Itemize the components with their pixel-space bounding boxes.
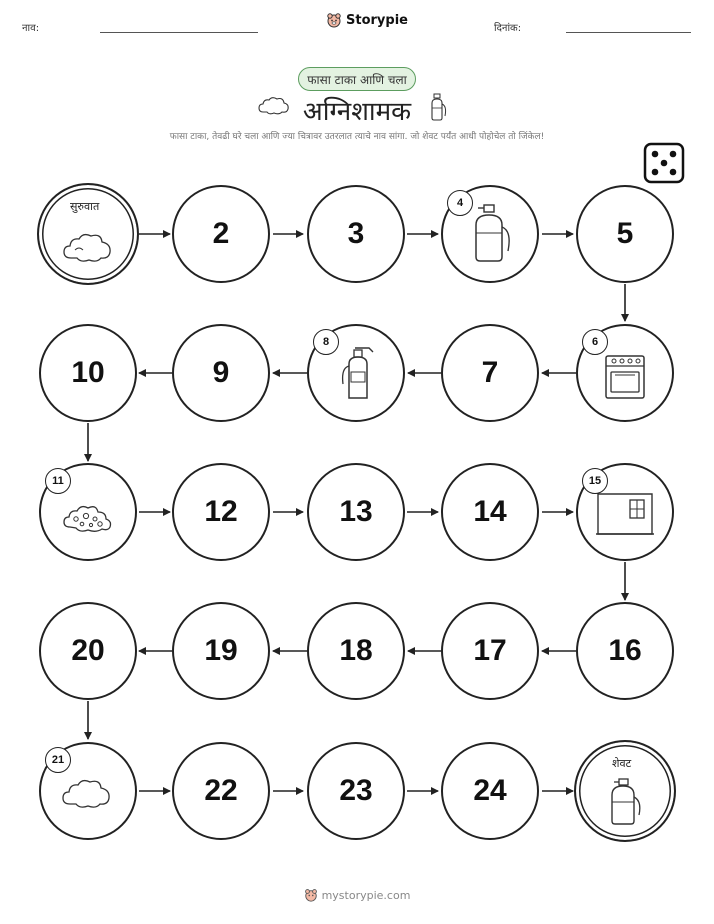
board-cell-2[interactable] <box>172 185 270 283</box>
gas-cylinder-icon <box>607 777 643 827</box>
footer-url[interactable]: mystorypie.com <box>321 888 411 902</box>
board-cell-3[interactable] <box>307 185 405 283</box>
cell-number: 9 <box>212 356 230 389</box>
board-cell-10[interactable] <box>39 324 137 422</box>
cell-number-badge: 8 <box>313 329 339 355</box>
board-cell-22[interactable] <box>172 742 270 840</box>
cell-number: 22 <box>204 774 238 807</box>
date-label: दिनांक: <box>494 23 522 34</box>
board-cell-20[interactable] <box>39 602 137 700</box>
name-label: नाव: <box>22 23 40 34</box>
start-label: सुरुवात <box>70 200 100 213</box>
cell-number: 19 <box>204 634 238 667</box>
cell-number: 10 <box>71 356 105 389</box>
cell-number-badge: 6 <box>582 329 608 355</box>
storypie-mascot-icon <box>304 888 318 902</box>
board-cell-17[interactable] <box>441 602 539 700</box>
brand-name: Storypie <box>346 12 408 28</box>
smoke-cloud-icon <box>61 774 115 812</box>
board-cell-13[interactable] <box>307 463 405 561</box>
instructions: फासा टाका, तेवढी घरे चला आणि ज्या चित्रावर उतरलात त्याचे नाव सांगा. जो शेवट पर्यंत आधी पोहोचेल तो जिंकेल! <box>169 132 545 142</box>
cell-number: 16 <box>608 634 642 667</box>
cell-number: 5 <box>616 217 634 250</box>
board-cell-12[interactable] <box>172 463 270 561</box>
cell-number-badge: 11 <box>45 468 71 494</box>
board-cell-23[interactable] <box>307 742 405 840</box>
cell-number-badge: 21 <box>45 747 71 773</box>
cell-number: 7 <box>481 356 499 389</box>
cell-number: 3 <box>347 217 365 250</box>
bubbly-smoke-icon <box>62 497 114 535</box>
cell-number: 14 <box>473 495 507 528</box>
board-cell-9[interactable] <box>172 324 270 422</box>
page-title: अग्निशामक <box>302 97 412 127</box>
cell-number: 18 <box>339 634 373 667</box>
board-cell-14[interactable] <box>441 463 539 561</box>
cell-number: 2 <box>212 217 230 250</box>
stove-icon <box>603 352 647 402</box>
game-tag: फासा टाका आणि चला <box>298 67 416 91</box>
fire-extinguisher-icon <box>339 344 379 402</box>
cell-number: 12 <box>204 495 238 528</box>
cell-number-badge: 15 <box>582 468 608 494</box>
gas-cylinder-icon <box>468 203 512 265</box>
cell-number: 23 <box>339 774 373 807</box>
cell-number: 24 <box>473 774 507 807</box>
board-cell-7[interactable] <box>441 324 539 422</box>
cell-number: 17 <box>473 634 507 667</box>
board-cell-24[interactable] <box>441 742 539 840</box>
window-icon <box>594 490 656 538</box>
finish-label: शेवट <box>612 757 632 770</box>
cell-number: 20 <box>71 634 105 667</box>
footer <box>0 888 714 902</box>
smoke-cloud-icon <box>61 228 115 268</box>
board-cell-18[interactable] <box>307 602 405 700</box>
board-cell-5[interactable] <box>576 185 674 283</box>
board-cell-19[interactable] <box>172 602 270 700</box>
cell-number: 13 <box>339 495 373 528</box>
board-cell-16[interactable] <box>576 602 674 700</box>
cell-number-badge: 4 <box>447 190 473 216</box>
